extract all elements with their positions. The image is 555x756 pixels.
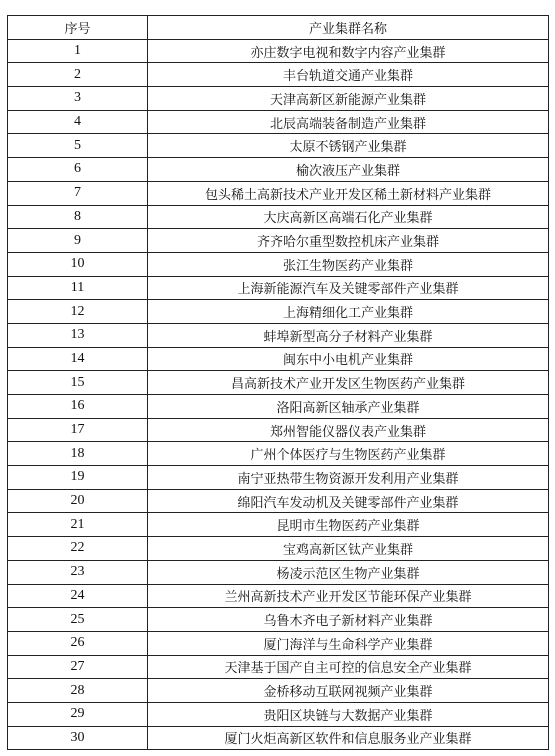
table-row bbox=[8, 442, 549, 466]
cluster-name: 闽东中小电机产业集群 bbox=[148, 347, 549, 371]
cluster-name: 上海新能源汽车及关键零部件产业集群 bbox=[148, 276, 549, 300]
cluster-name: 绵阳汽车发动机及关键零部件产业集群 bbox=[148, 489, 549, 513]
row-index: 27 bbox=[8, 655, 148, 679]
table-row bbox=[8, 679, 549, 703]
row-index: 1 bbox=[8, 39, 148, 63]
row-index: 18 bbox=[8, 442, 148, 466]
cluster-name: 乌鲁木齐电子新材料产业集群 bbox=[148, 608, 549, 632]
row-index: 29 bbox=[8, 702, 148, 726]
cluster-name: 榆次液压产业集群 bbox=[148, 158, 549, 182]
table-row bbox=[8, 87, 549, 111]
cluster-name: 大庆高新区高端石化产业集群 bbox=[148, 205, 549, 229]
cluster-name: 亦庄数字电视和数字内容产业集群 bbox=[148, 39, 549, 63]
cluster-name: 昆明市生物医药产业集群 bbox=[148, 513, 549, 537]
row-index: 22 bbox=[8, 537, 148, 561]
row-index: 24 bbox=[8, 584, 148, 608]
row-index: 17 bbox=[8, 418, 148, 442]
row-index: 20 bbox=[8, 489, 148, 513]
table-row bbox=[8, 181, 549, 205]
row-index: 16 bbox=[8, 395, 148, 419]
cluster-name: 洛阳高新区轴承产业集群 bbox=[148, 395, 549, 419]
industry-cluster-table bbox=[7, 15, 549, 750]
cluster-name: 郑州智能仪器仪表产业集群 bbox=[148, 418, 549, 442]
row-index: 15 bbox=[8, 371, 148, 395]
cluster-name: 张江生物医药产业集群 bbox=[148, 252, 549, 276]
row-index: 7 bbox=[8, 181, 148, 205]
table-row bbox=[8, 584, 549, 608]
table-row bbox=[8, 134, 549, 158]
cluster-name: 天津基于国产自主可控的信息安全产业集群 bbox=[148, 655, 549, 679]
table-row bbox=[8, 537, 549, 561]
table-row bbox=[8, 655, 549, 679]
cluster-name: 金桥移动互联网视频产业集群 bbox=[148, 679, 549, 703]
row-index: 21 bbox=[8, 513, 148, 537]
cluster-name: 厦门火炬高新区软件和信息服务业产业集群 bbox=[148, 726, 549, 750]
cluster-name: 杨凌示范区生物产业集群 bbox=[148, 560, 549, 584]
cluster-name: 天津高新区新能源产业集群 bbox=[148, 87, 549, 111]
table-row bbox=[8, 110, 549, 134]
cluster-name: 北辰高端装备制造产业集群 bbox=[148, 110, 549, 134]
row-index: 25 bbox=[8, 608, 148, 632]
row-index: 19 bbox=[8, 466, 148, 490]
table-row bbox=[8, 205, 549, 229]
table-row bbox=[8, 323, 549, 347]
row-index: 8 bbox=[8, 205, 148, 229]
cluster-name: 广州个体医疗与生物医药产业集群 bbox=[148, 442, 549, 466]
table-row bbox=[8, 726, 549, 750]
row-index: 28 bbox=[8, 679, 148, 703]
cluster-name: 宝鸡高新区钛产业集群 bbox=[148, 537, 549, 561]
cluster-name: 包头稀土高新技术产业开发区稀土新材料产业集群 bbox=[148, 181, 549, 205]
row-index: 5 bbox=[8, 134, 148, 158]
table-row bbox=[8, 63, 549, 87]
table-header-row bbox=[8, 16, 549, 40]
cluster-name: 丰台轨道交通产业集群 bbox=[148, 63, 549, 87]
cluster-name: 上海精细化工产业集群 bbox=[148, 300, 549, 324]
table-row bbox=[8, 489, 549, 513]
table-row bbox=[8, 276, 549, 300]
table-row bbox=[8, 300, 549, 324]
row-index: 3 bbox=[8, 87, 148, 111]
row-index: 4 bbox=[8, 110, 148, 134]
row-index: 9 bbox=[8, 229, 148, 253]
row-index: 23 bbox=[8, 560, 148, 584]
cluster-name: 兰州高新技术产业开发区节能环保产业集群 bbox=[148, 584, 549, 608]
table-row bbox=[8, 39, 549, 63]
table-row bbox=[8, 631, 549, 655]
cluster-name: 蚌埠新型高分子材料产业集群 bbox=[148, 323, 549, 347]
table-row bbox=[8, 608, 549, 632]
row-index: 10 bbox=[8, 252, 148, 276]
table-body bbox=[8, 39, 549, 750]
table-row bbox=[8, 252, 549, 276]
cluster-name: 太原不锈钢产业集群 bbox=[148, 134, 549, 158]
table-row bbox=[8, 702, 549, 726]
row-index: 2 bbox=[8, 63, 148, 87]
row-index: 13 bbox=[8, 323, 148, 347]
table-row bbox=[8, 418, 549, 442]
row-index: 26 bbox=[8, 631, 148, 655]
row-index: 6 bbox=[8, 158, 148, 182]
table-row bbox=[8, 560, 549, 584]
column-header-name: 产业集群名称 bbox=[148, 16, 549, 40]
cluster-name: 南宁亚热带生物资源开发利用产业集群 bbox=[148, 466, 549, 490]
table-row bbox=[8, 466, 549, 490]
row-index: 12 bbox=[8, 300, 148, 324]
cluster-name: 昌高新技术产业开发区生物医药产业集群 bbox=[148, 371, 549, 395]
row-index: 30 bbox=[8, 726, 148, 750]
table-row bbox=[8, 371, 549, 395]
row-index: 11 bbox=[8, 276, 148, 300]
row-index: 14 bbox=[8, 347, 148, 371]
table-row bbox=[8, 229, 549, 253]
table-row bbox=[8, 158, 549, 182]
table-row bbox=[8, 513, 549, 537]
column-header-index: 序号 bbox=[8, 16, 148, 40]
cluster-name: 齐齐哈尔重型数控机床产业集群 bbox=[148, 229, 549, 253]
table-row bbox=[8, 395, 549, 419]
table-row bbox=[8, 347, 549, 371]
cluster-name: 厦门海洋与生命科学产业集群 bbox=[148, 631, 549, 655]
cluster-name: 贵阳区块链与大数据产业集群 bbox=[148, 702, 549, 726]
